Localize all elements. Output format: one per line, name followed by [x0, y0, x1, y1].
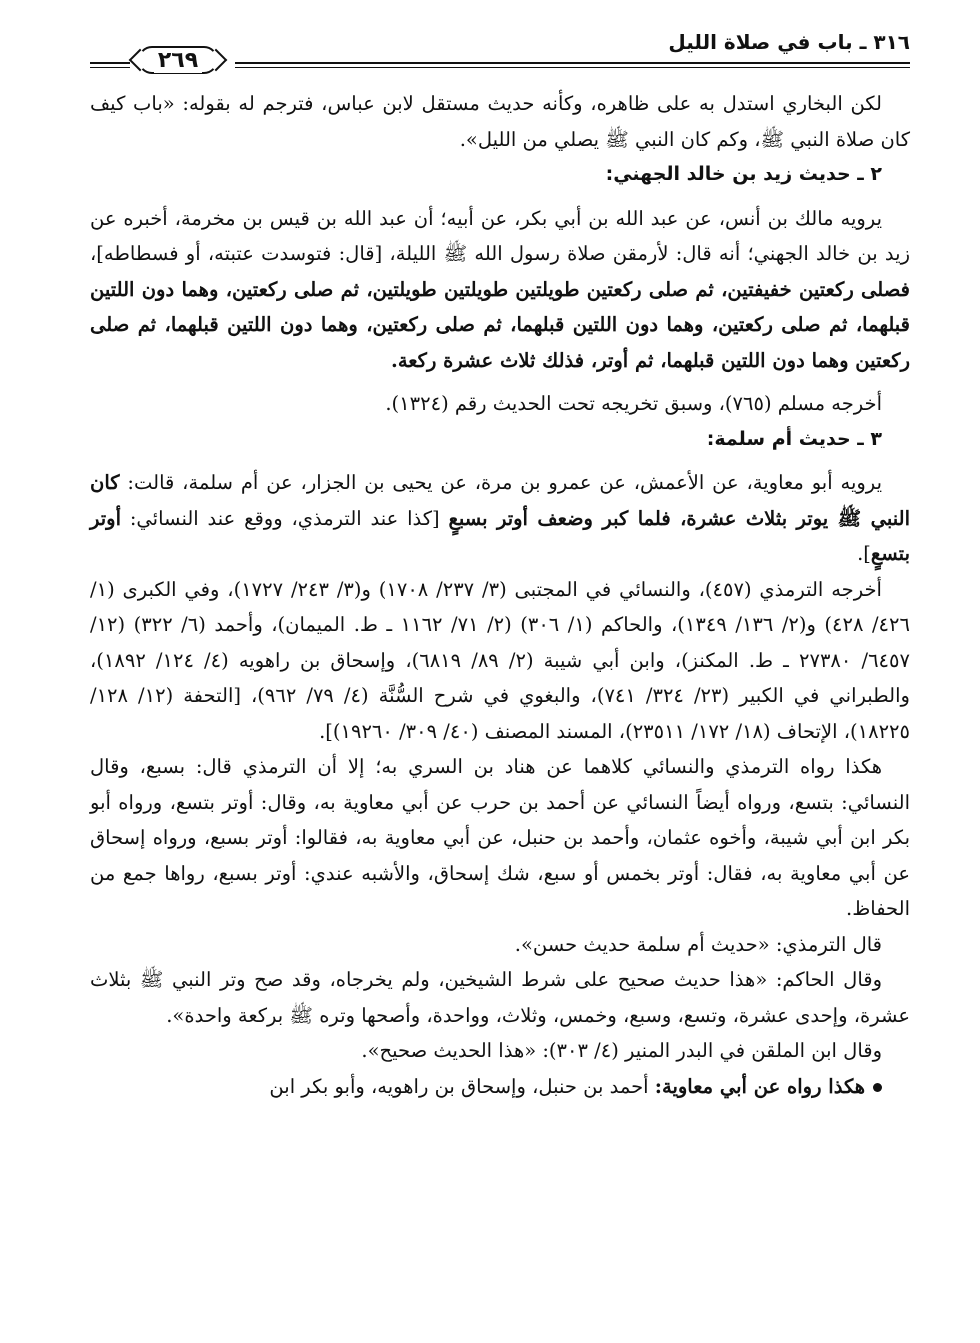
paragraph-10-lead: هكذا رواه عن أبي معاوية:	[654, 1074, 865, 1098]
paragraph-4-text-3: ].	[857, 542, 871, 565]
header-rule	[235, 62, 910, 68]
book-page	[90, 18, 910, 1328]
paragraph-6: هكذا رواه الترمذي والنسائي كلاهما عن هناد بن السري به؛ إلا أن الترمذي قال: بسبع، وقال النسائي: بتسع، ورواه أيضاً النسائي عن أحمد بن حرب عن أبي معاوية به، وقال: أوتر بتسع، ورواه أبو بكر ابن أبي شيبة، وأخوه عثمان، وأحمد بن حنبل، عن أبي معاوية به، فقالوا: أوتر بسبع، ورواه إسحاق عن أبي معاوية به، فقال: أوتر بخمس أو سبع، شك إسحاق، والأشبه عندي: أوتر بسبع، رواها جمع من الحفاظ.	[90, 755, 910, 920]
hadith-variant: أوتر بتسعٍ	[90, 506, 910, 565]
header-rule-left	[90, 62, 130, 68]
paragraph-10-text: أحمد بن حنبل، وإسحاق بن راهويه، وأبو بكر ابن	[269, 1074, 655, 1098]
paragraph-2	[90, 201, 910, 379]
paragraph-3: أخرجه مسلم (٧٦٥)، وسبق تخريجه تحت الحديث رقم (١٣٢٤).	[385, 392, 882, 415]
paragraph-7: قال الترمذي: «حديث أم سلمة حديث حسن».	[514, 932, 882, 956]
hadith-matn: فصلى ركعتين خفيفتين، ثم صلى ركعتين طويلتين طويلتين طويلتين، ثم صلى ركعتين، وهما دون اللتين قبلهما، ثم صلى ركعتين، وهما دون اللتين قبلهما، ثم صلى ركعتين، وهما دون اللتين قبلهما، ثم صلى ركعتين وهما دون اللتين قبلهما، ثم أوتر، فذلك ثلاث عشرة ركعة.	[90, 277, 910, 372]
paragraph-2-text: يرويه مالك بن أنس، عن عبد الله بن أبي بكر، عن أبيه؛ أن عبد الله بن قيس بن مخرمة، أخبره عن زيد بن خالد الجهني؛ أنه قال: لأرمقن صلاة رسول الله ﷺ الليلة، [قال: فتوسدت عتبته، أو فسطاطه]،	[90, 206, 910, 265]
paragraph-8: وقال الحاكم: «هذا حديث صحيح على شرط الشيخين، ولم يخرجاه، وقد صح وتر النبي ﷺ بثلاث عشرة، وإحدى عشرة، وتسع، وسبع، وخمس، وثلاث، وواحدة، وأصحها وتره ﷺ بركعة واحدة».	[90, 968, 910, 1027]
paragraph-4	[90, 465, 910, 572]
running-header	[90, 18, 910, 78]
page-body	[90, 86, 910, 1104]
paragraph-10	[90, 1069, 910, 1105]
section-heading-2: ٢ ـ حديث زيد بن خالد الجهني:	[605, 163, 882, 185]
paragraph-4-text-2: [كذا عند الترمذي، ووقع عند النسائي:	[121, 506, 449, 530]
section-heading-3: ٣ ـ حديث أم سلمة:	[706, 427, 882, 450]
paragraph-4-text-1: يرويه أبو معاوية، عن الأعمش، عن عمرو بن مرة، عن يحيى بن الجزار، عن أم سلمة، قالت:	[119, 471, 882, 494]
page-number-ornament	[130, 42, 226, 78]
paragraph-5-takhrij: أخرجه الترمذي (٤٥٧)، والنسائي في المجتبى (٣/ ٢٣٧/ ١٧٠٨) و(٣/ ٢٤٣/ ١٧٢٧)، وفي الكبرى (١/ ٤٢٦/ ٤٢٨) و(٢/ ١٣٦/ ١٣٤٩)، والحاكم (١/ ٣٠٦) (٢/ ٧١/ ١١٦٢ ـ ط. الميمان)، وأحمد (٦/ ٣٢٢) (١٢/ ٦٤٥٧/ ٢٧٣٨٠ ـ ط. المكنز)، وابن أبي شيبة (٢/ ٨٩/ ٦٨١٩)، وإسحاق بن راهويه (٤/ ١٢٤/ ١٨٩٢)، والطبراني في الكبير (٢٣/ ٣٢٤/ ٧٤١)، والبغوي في شرح السُّنَّة (٤/ ٧٩/ ٩٦٢)، [التحفة (١٢/ ١٢٨/ ١٨٢٢٥)، الإتحاف (١٨/ ١٧٢/ ٢٣٥١١)، المسند المصنف (٤٠/ ٣٠٩/ ١٩٢٦٠)].	[90, 577, 910, 743]
chapter-title: ٣١٦ ـ باب في صلاة الليل	[668, 30, 910, 54]
paragraph-9: وقال ابن الملقن في البدر المنير (٤/ ٣٠٣): «هذا الحديث صحيح».	[361, 1039, 882, 1062]
bullet-icon	[873, 1083, 882, 1092]
page-number: ٢٦٩	[154, 48, 202, 73]
hadith-matn-2: كان النبي ﷺ يوتر بثلاث عشرة، فلما كبر وضعف أوتر بسبعٍ	[90, 471, 910, 530]
paragraph-1: لكن البخاري استدل به على ظاهره، وكأنه حديث مستقل لابن عباس، فترجم له بقوله: «باب كيف كان صلاة النبي ﷺ، وكم كان النبي ﷺ يصلي من الليل».	[90, 92, 910, 151]
